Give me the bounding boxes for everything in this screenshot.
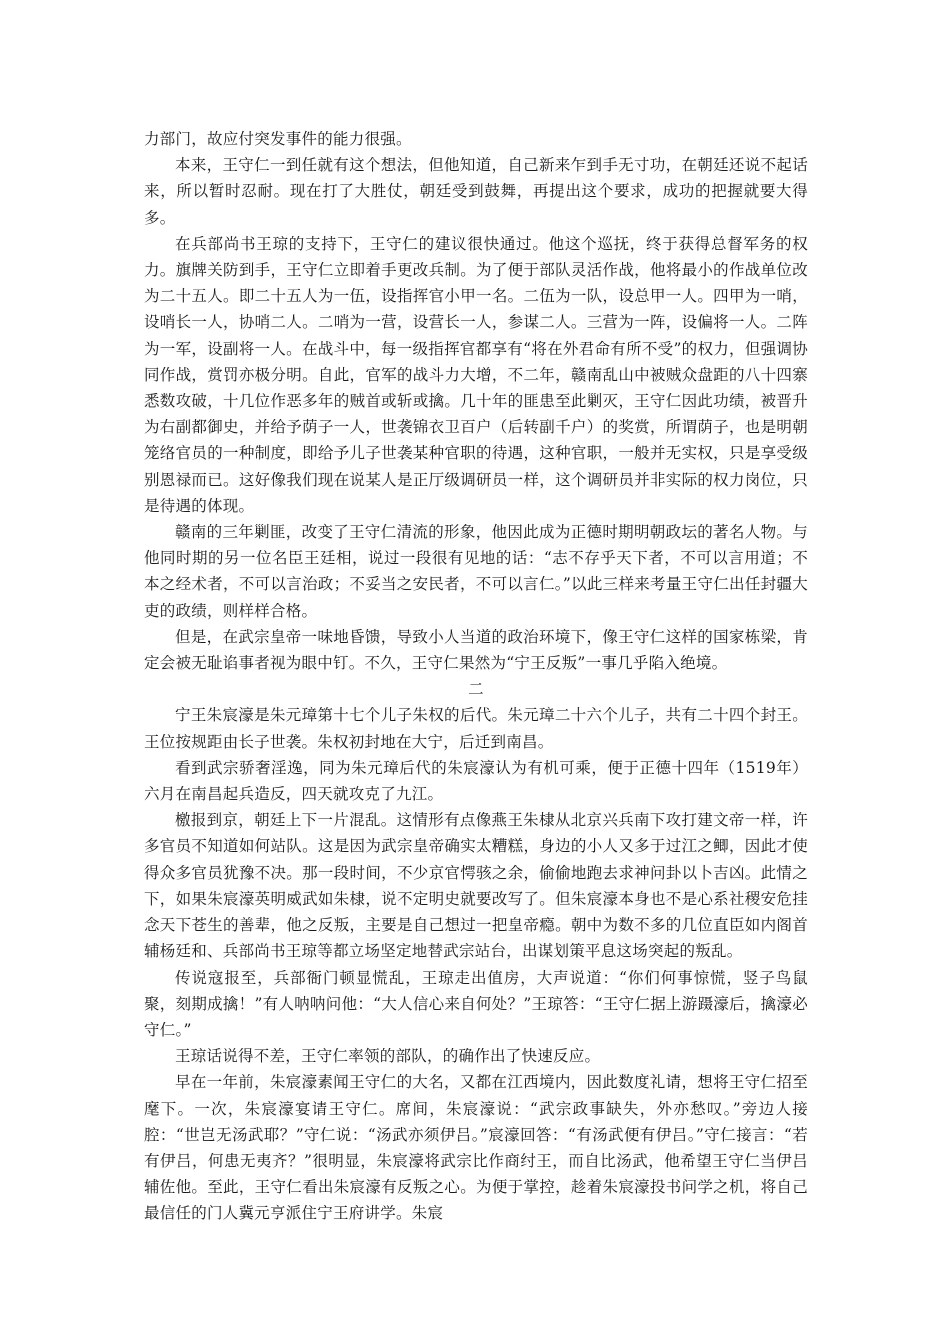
paragraph: 在兵部尚书王琼的支持下，王守仁的建议很快通过。他这个巡抚，终于获得总督军务的权力。旗牌关防到手，王守仁立即着手更改兵制。为了便于部队灵活作战，他将最小的作战单位改为二十五人。即二十五人为一伍，设指挥官小甲一名。二伍为一队，设总甲一人。四甲为一哨，设哨长一人，协哨二人。二哨为一营，设营长一人，参谋二人。三营为一阵，设偏将一人。二阵为一军，设副将一人。在战斗中，每一级指挥官都享有“将在外君命有所不受”的权力，但强调协同作战，赏罚亦极分明。自此，官军的战斗力大增，不二年，赣南乱山中被贼众盘距的八十四寨悉数攻破，十几位作恶多年的贼首或斩或擒。几十年的匪患至此剿灭，王守仁因此功绩，被晋升为右副都御史，并给予荫子一人，世袭锦衣卫百户（后转副千户）的奖赏，所谓荫子，也是明朝笼络官员的一种制度，即给予儿子世袭某种官职的待遇，这种官职，一般并无实权，只是享受级别恩禄而已。这好像我们现在说某人是正厅级调研员一样，这个调研员并非实际的权力岗位，只是待遇的体现。 bbox=[144, 234, 808, 515]
paragraph: 王琼话说得不差，王守仁率领的部队，的确作出了快速反应。 bbox=[175, 1047, 601, 1066]
paragraph: 檄报到京，朝廷上下一片混乱。这情形有点像燕王朱棣从北京兴兵南下攻打建文帝一样，许多官员不知道如何站队。这是因为武宗皇帝确实太糟糕，身边的小人又多于过江之鲫，因此才使得众多官员犹豫不决。那一段时间，不少京官愕骇之余，偷偷地跑去求神问卦以卜吉凶。此情之下，如果朱宸濠英明威武如朱棣，说不定明史就要改写了。但朱宸濠本身也不是心系社稷安危挂念天下苍生的善辈，他之反叛，主要是自己想过一把皇帝瘾。朝中为数不多的几位直臣如内阁首辅杨廷和、兵部尚书王琼等都立场坚定地替武宗站台，出谋划策平息这场突起的叛乱。 bbox=[144, 811, 808, 961]
paragraph: 传说寇报至，兵部衙门顿显慌乱，王琼走出值房，大声说道：“你们何事惊慌，竖子鸟鼠聚，刻期成擒！”有人呐呐问他：“大人信心来自何处？”王琼答：“王守仁据上游蹑濠后，擒濠必守仁。” bbox=[144, 968, 808, 1039]
paragraph: 宁王朱宸濠是朱元璋第十七个儿子朱权的后代。朱元璋二十六个儿子，共有二十四个封王。王位按规距由长子世袭。朱权初封地在大宁，后迁到南昌。 bbox=[144, 706, 808, 751]
section-heading: 二 bbox=[468, 680, 484, 699]
paragraph: 赣南的三年剿匪，改变了王守仁清流的形象，他因此成为正德时期明朝政坛的著名人物。与他同时期的另一位名臣王廷相，说过一段很有见地的话：“志不存乎天下者，不可以言用道；不本之经术者，不可以言治政；不妥当之安民者，不可以言仁。”以此三样来考量王守仁出任封疆大吏的政绩，则样样合格。 bbox=[144, 523, 808, 620]
paragraph: 但是，在武宗皇帝一味地昏馈，导致小人当道的政治环境下，像王守仁这样的国家栋梁，肯定会被无耻谄事者视为眼中钉。不久，王守仁果然为“宁王反叛”一事几乎陷入绝境。 bbox=[144, 627, 808, 673]
paragraph: 早在一年前，朱宸濠素闻王守仁的大名，又都在江西境内，因此数度礼请，想将王守仁招至麾下。一次，朱宸濠宴请王守仁。席间，朱宸濠说：“武宗政事缺失，外亦愁叹。”旁边人接腔：“世岂无汤武耶？”守仁说：“汤武亦须伊吕。”宸濠回答：“有汤武便有伊吕。”守仁接言：“若有伊吕，何患无夷齐？”很明显，朱宸濠将武宗比作商纣王，而自比汤武，他希望王守仁当伊吕辅佐他。至此，王守仁看出朱宸濠有反叛之心。为便于掌控，趁着朱宸濠投书问学之机，将自己最信任的门人冀元亨派住宁王府讲学。朱宸 bbox=[144, 1073, 808, 1223]
paragraph: 本来，王守仁一到任就有这个想法，但他知道，自己新来乍到手无寸功，在朝廷还说不起话来，所以暂时忍耐。现在打了大胜仗，朝廷受到鼓舞，再提出这个要求，成功的把握就要大得多。 bbox=[144, 156, 808, 227]
paragraph-continuation: 力部门，故应付突发事件的能力很强。 bbox=[144, 130, 412, 148]
document-body bbox=[144, 126, 808, 1227]
paragraph: 看到武宗骄奢淫逸，同为朱元璋后代的朱宸濠认为有机可乘，便于正德十四年（1519年）六月在南昌起兵造反，四天就攻克了九江。 bbox=[144, 758, 808, 804]
